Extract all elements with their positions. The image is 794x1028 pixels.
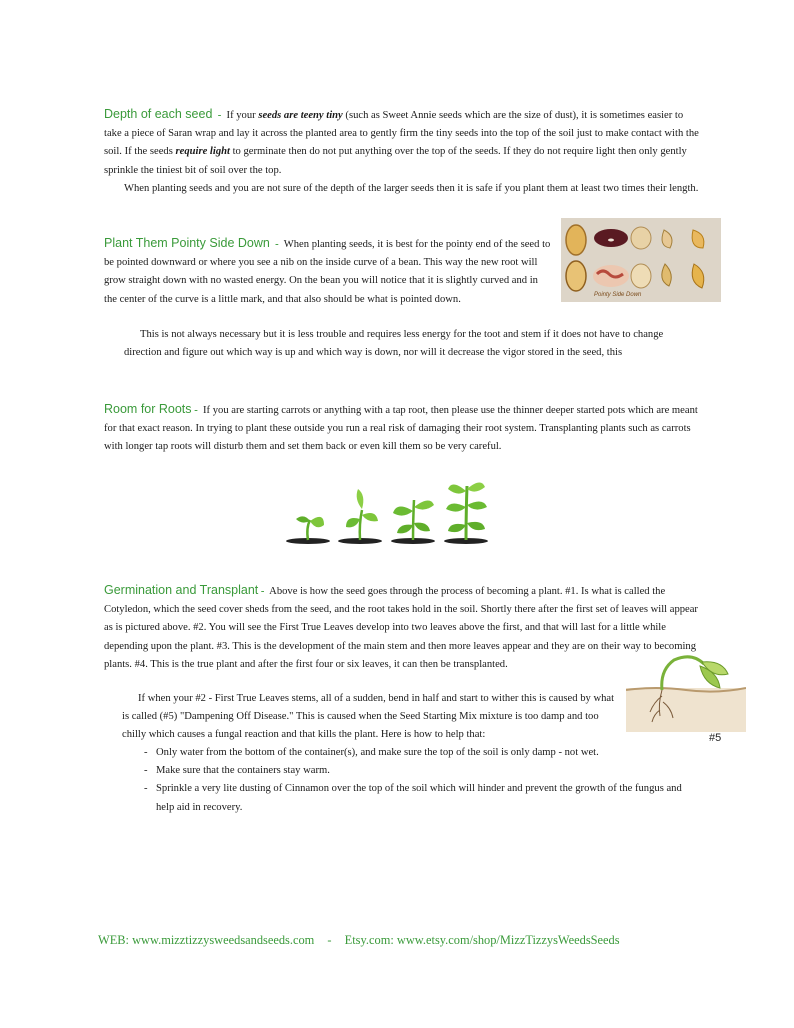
growth-stages-illustration <box>280 465 500 555</box>
section-roots <box>104 400 702 457</box>
pointy-text-2: This is not always necessary but it is less trouble and requires less energy for the toot and stem if it does not have to change direction and figure out which way is up and which way is down, nor will it decrease the vigor stored in the seed, this <box>124 329 664 359</box>
heading-depth: Depth of each seed <box>104 107 213 121</box>
heading-dash: - <box>194 405 198 416</box>
germination-text-2: If when your #2 - First True Leaves stems, all of a sudden, bend in half and start to wither this is caused by what is called (#5) "Dampening Off Disease." This is caused when the Seed Starting Mix mixture is too damp and too chilly which causes a fungal reaction and that kills the plant. Here is how to help that: <box>122 693 615 741</box>
depth-text-2: (such as Sweet Annie seeds which are the size of dust), it is sometimes easier to take a piece of Saran wrap and lay it across the planted area to gently firm the tiny seeds into the top of the soil just to make contact with the soil. If the seeds <box>104 110 699 158</box>
footer-web-link[interactable]: WEB: www.mizztizzysweedsandseeds.com <box>98 933 315 947</box>
footer <box>98 933 620 948</box>
depth-text-3: to germinate then do not put anything over the top of the seeds. If they do not require light then only gently sprinkle the tiniest bit of soil over the top. <box>104 146 687 176</box>
depth-emphasis-2: require light <box>175 146 230 158</box>
footer-separator: - <box>327 933 332 947</box>
heading-germination: Germination and Transplant <box>104 583 259 597</box>
germination-text-1: Above is how the seed goes through the process of becoming a plant. #1. Is what is called the Cotyledon, which the seed cover sheds from the seed, and the root takes hold in the soil. Shortly there after the first set of leaves will appear as is pictured above. #2. You will see the First True Leaves develop into two leaves above the first, and that will last for a little while depending upon the plant. #3. This is the development of the main stem and then more leaves appear and they are on their way to becoming plants. #4. This is the true plant and after the first four or six leaves, it can then be transplanted. <box>104 586 698 670</box>
list-item: - Make sure that the containers stay warm. <box>144 765 330 777</box>
heading-dash: - <box>275 239 279 250</box>
list-item: - Only water from the bottom of the container(s), and make sure the top of the soil is only damp - not wet. <box>144 747 599 758</box>
seeds-photo <box>561 218 721 302</box>
section-germination <box>104 581 702 674</box>
section-pointy <box>104 234 552 309</box>
heading-dash: - <box>217 110 222 121</box>
illustration-label-5: #5 <box>709 732 722 744</box>
footer-etsy-link[interactable]: Etsy.com: www.etsy.com/shop/MizzTizzysWeedsSeeds <box>344 933 620 947</box>
roots-text-1: If you are starting carrots or anything with a tap root, then please use the thinner deeper started pots which are meant for that exact reason. In trying to plant these outside you run a real risk of damaging their root system. Transplanting plants such as carrots with longer tap roots will disturb them and set them back or even kill them so be very careful. <box>104 405 698 453</box>
seeds-photo-caption: Pointy Side Down <box>594 292 642 298</box>
depth-emphasis-1: seeds are teeny tiny <box>258 110 343 121</box>
heading-roots: Room for Roots <box>104 402 192 416</box>
heading-pointy: Plant Them Pointy Side Down <box>104 236 270 250</box>
depth-text-1: If your <box>226 110 259 121</box>
pointy-text-1: When planting seeds, it is best for the pointy end of the seed to be pointed downward or where you see a nib on the inside curve of a bean. This way the new root will grow straight down with no wasted energy. On the bean you will notice that it is slightly curved and in the center of the curve is a little mark, and that also should be what is pointed down. <box>104 239 551 305</box>
heading-dash: - <box>260 586 265 597</box>
depth-text-4: When planting seeds and you are not sure of the depth of the larger seeds then it is safe if you plant them at least two times their length. <box>124 182 699 194</box>
list-item: - Sprinkle a very lite dusting of Cinnamon over the top of the soil which will hinder and prevent the growth of the fungus and help aid in recovery. <box>144 783 682 813</box>
germination-bullets <box>138 744 698 817</box>
section-depth <box>104 105 702 198</box>
damping-off-illustration <box>626 652 746 732</box>
